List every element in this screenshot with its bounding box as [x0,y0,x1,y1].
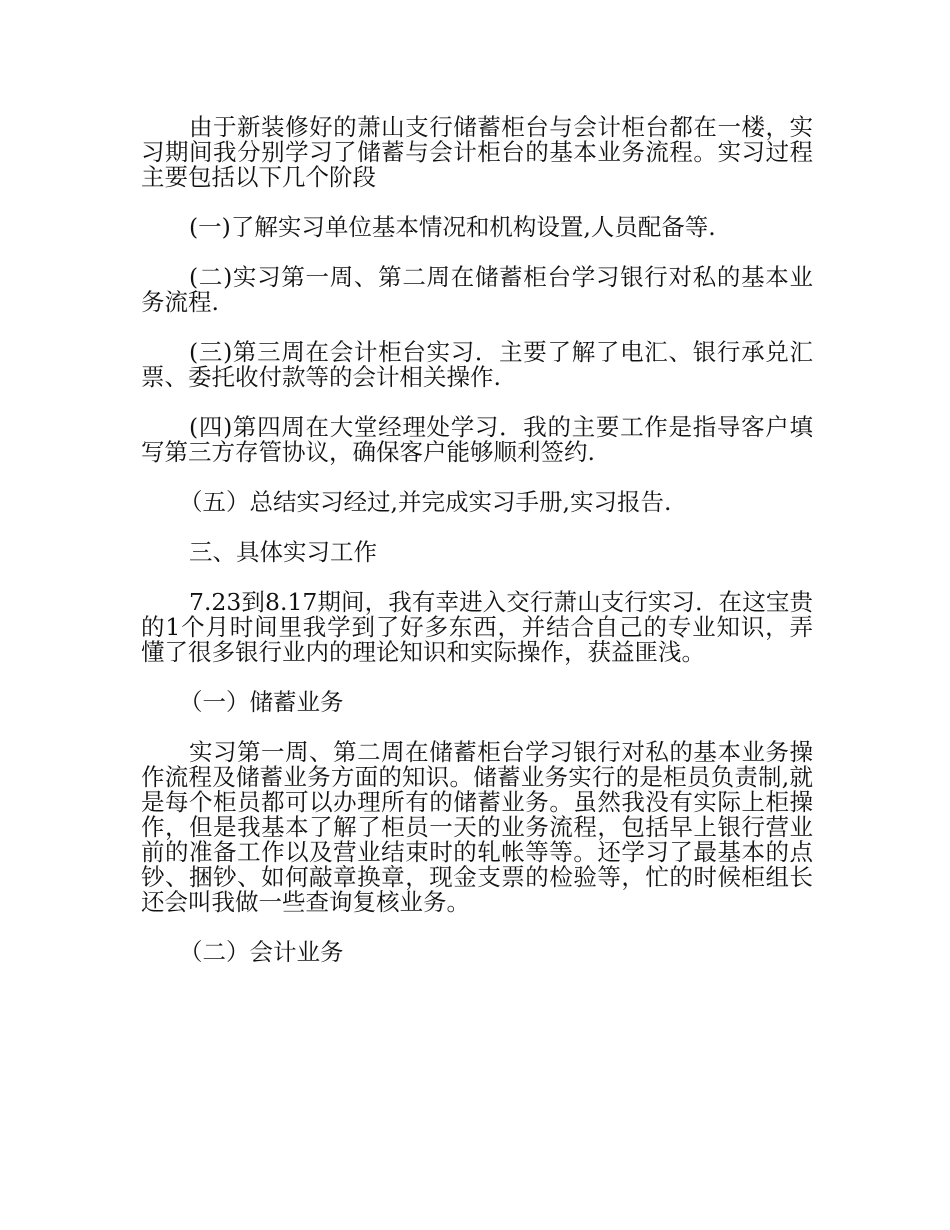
paragraph-stage-5: （五）总结实习经过,并完成实习手册,实习报告. [179,488,672,516]
document-body [141,115,813,990]
paragraph-savings: 实习第一周、第二周在储蓄柜台学习银行对私的基本业务操作流程及储蓄业务方面的知识。储蓄业务实行的是柜员负责制,就是每个柜员都可以办理所有的储蓄业务。虽然我没有实际上柜操作，但是我基本了解了柜员一天的业务流程，包括早上银行营业前的准备工作以及营业结束时的轧帐等等。还学习了最基本的点钞、捆钞、如何敲章换章，现金支票的检验等，忙的时候柜组长还会叫我做一些查询复核业务。 [141,738,813,916]
paragraph-stage-1: (一)了解实习单位基本情况和机构设置,人员配备等. [189,213,716,241]
subsection-heading-savings: （一）储蓄业务 [179,688,344,716]
section-heading: 三、具体实习工作 [189,538,377,566]
paragraph-period: 7.23到8.17期间，我有幸进入交行萧山支行实习．在这宝贵的1个月时间里我学到了好多东西，并结合自己的专业知识，弄懂了很多银行业内的理论知识和实际操作，获益匪浅。 [141,588,813,666]
paragraph-intro: 由于新装修好的萧山支行储蓄柜台与会计柜台都在一楼，实习期间我分别学习了储蓄与会计柜台的基本业务流程。实习过程主要包括以下几个阶段 [141,113,813,191]
paragraph-stage-4: (四)第四周在大堂经理处学习．我的主要工作是指导客户填写第三方存管协议，确保客户能够顺利签约. [141,413,813,466]
paragraph-stage-3: (三)第三周在会计柜台实习．主要了解了电汇、银行承兑汇票、委托收付款等的会计相关操作. [141,338,813,391]
paragraph-stage-2: (二)实习第一周、第二周在储蓄柜台学习银行对私的基本业务流程. [141,263,813,316]
subsection-heading-accounting: （二）会计业务 [179,938,344,966]
